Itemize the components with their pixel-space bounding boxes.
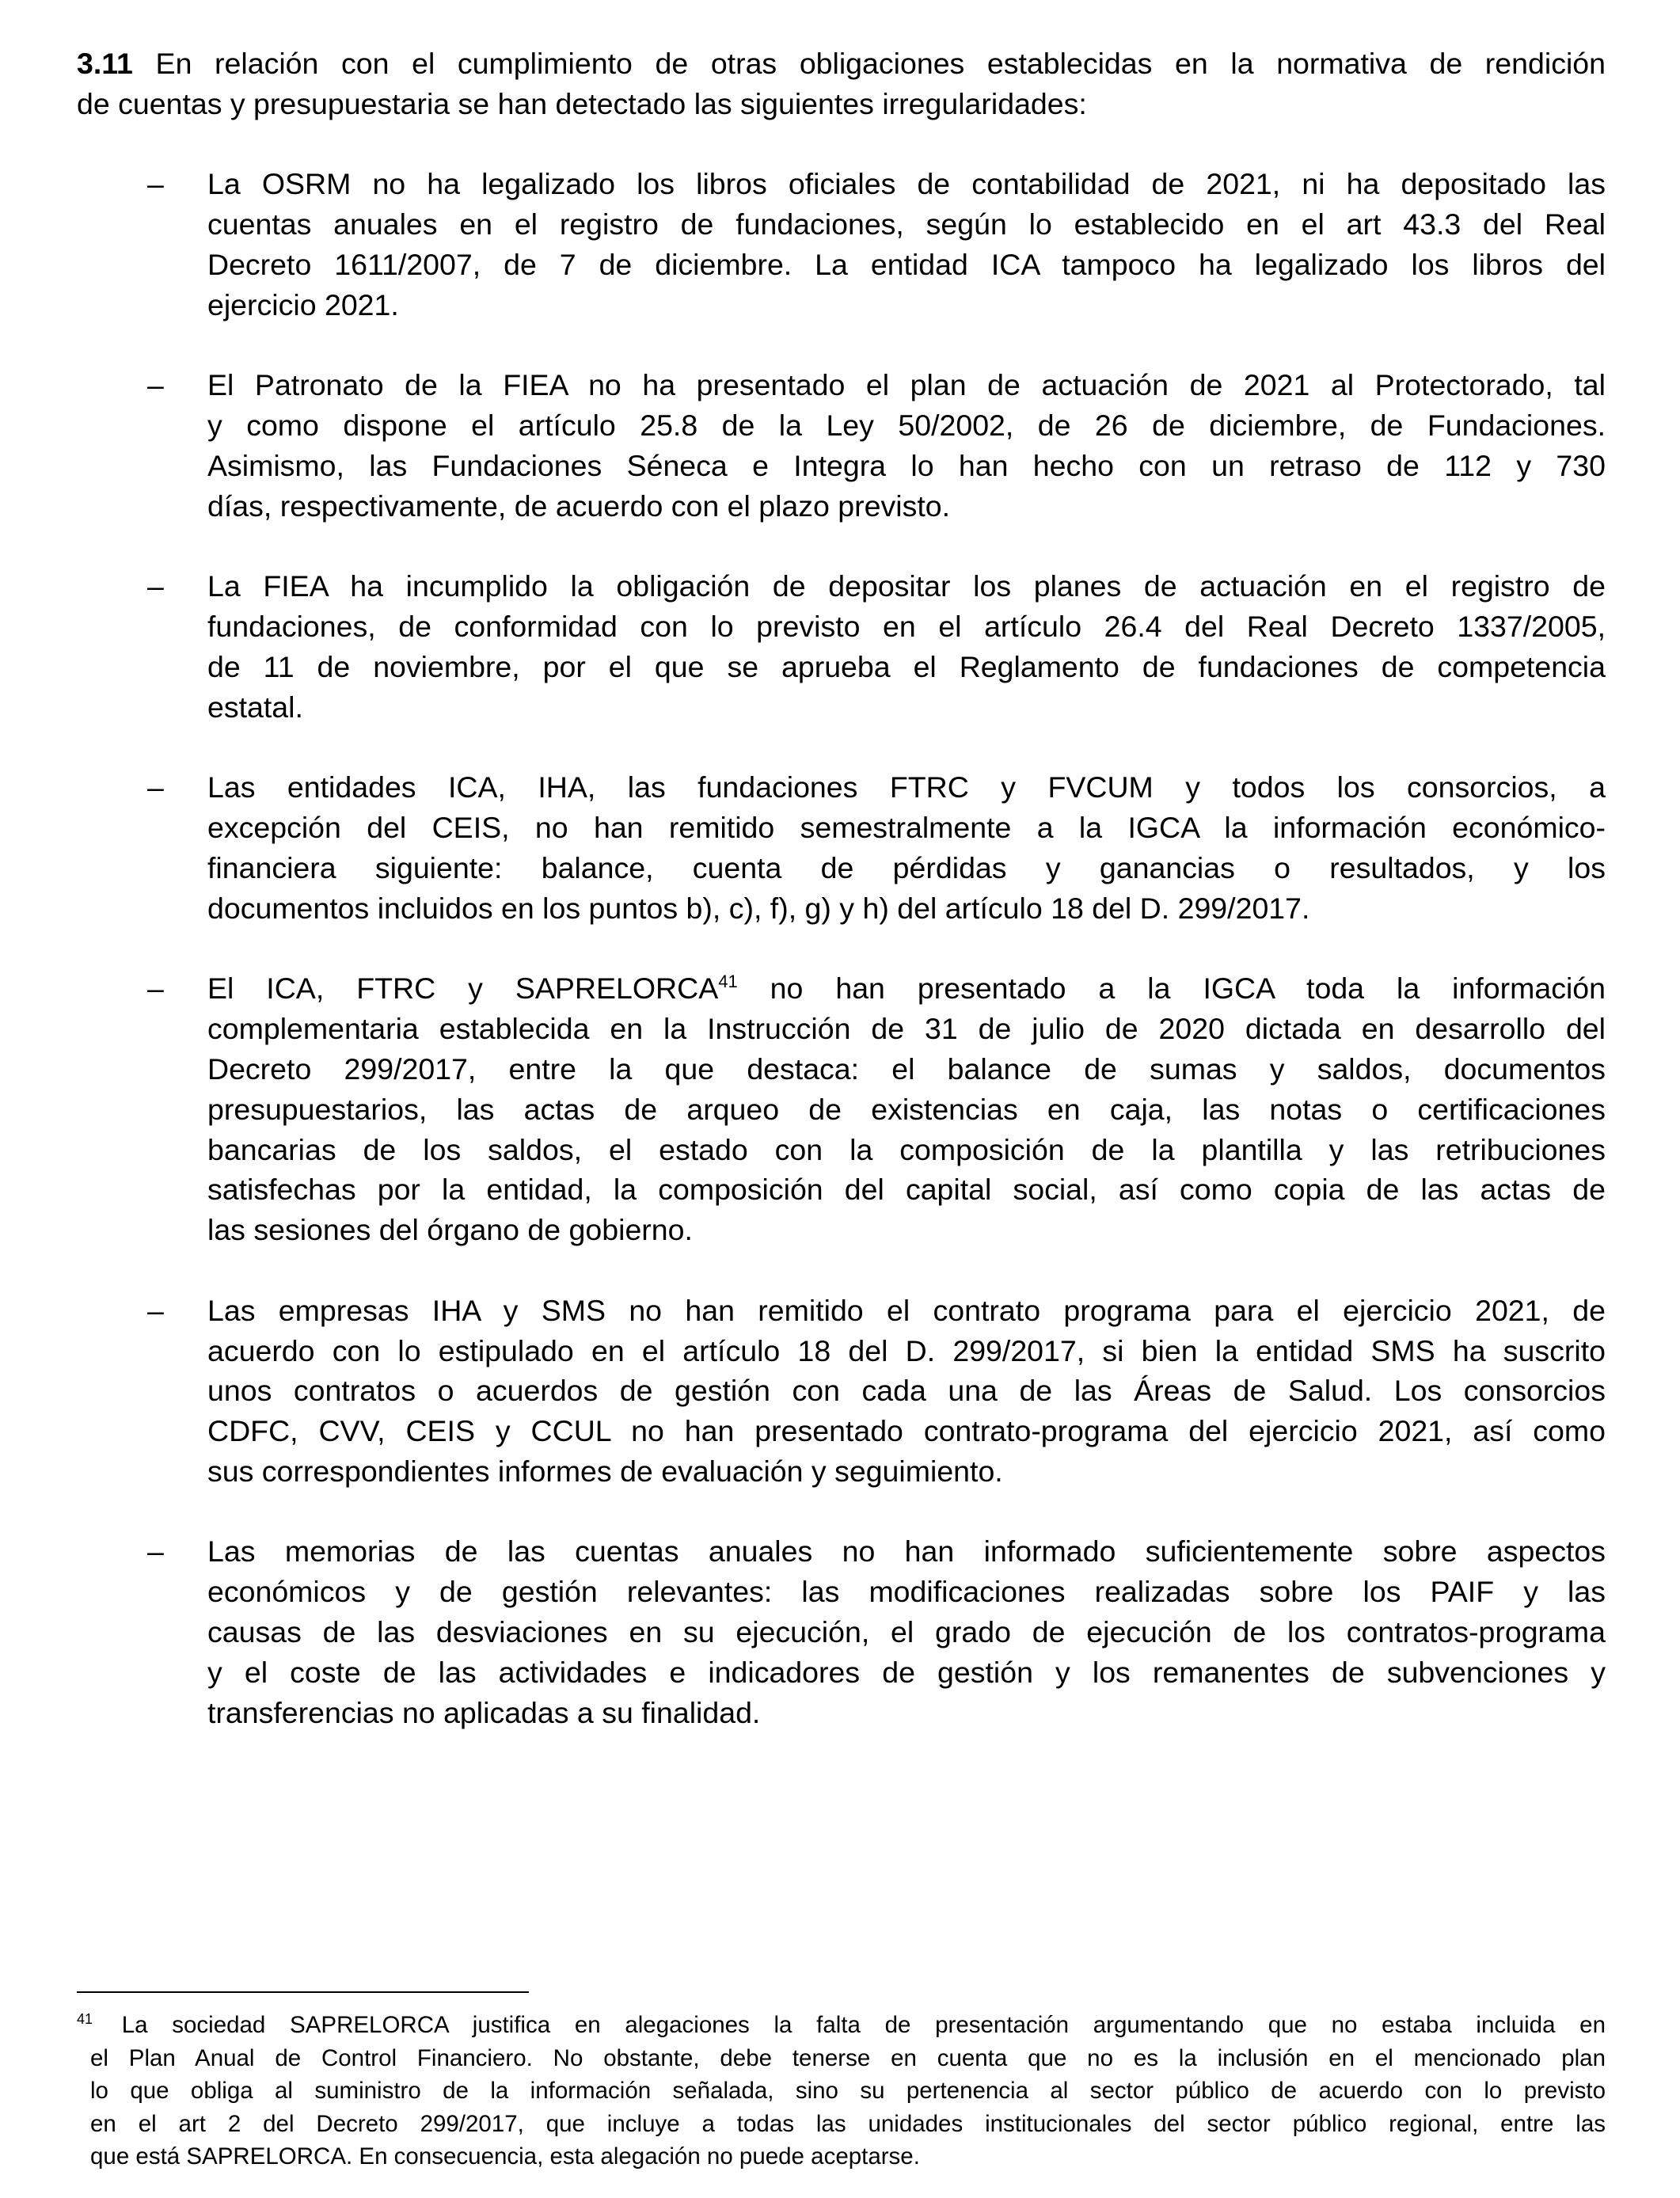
- list-item-line: y el coste de las actividades e indicadores de gestión y los remanentes de subvenciones y: [207, 1655, 1606, 1689]
- line-text: El ICA, FTRC y SAPRELORCA: [207, 972, 719, 1006]
- list-item-line: estatal.: [207, 690, 303, 724]
- list-item-line: las sesiones del órgano de gobierno.: [207, 1213, 693, 1247]
- footnote-line: que está SAPRELORCA. En consecuencia, esta alegación no puede aceptarse.: [90, 2143, 920, 2170]
- intro-paragraph: [77, 44, 1606, 124]
- list-item-line: Las empresas IHA y SMS no han remitido el contrato programa para el ejercicio 2021, de: [207, 1293, 1606, 1327]
- list-item-line: cuentas anuales en el registro de fundaciones, según lo establecido en el art 43.3 del Real: [207, 207, 1606, 241]
- footnote-number: 41: [77, 2011, 93, 2027]
- list-item-line: bancarias de los saldos, el estado con la composición de la plantilla y las retribuciones: [207, 1132, 1606, 1166]
- list-item-line: excepción del CEIS, no han remitido semestralmente a la IGCA la información económico-: [207, 811, 1606, 845]
- footnote-reference[interactable]: 41: [718, 972, 738, 992]
- dash-bullet-icon: –: [147, 1293, 164, 1327]
- list-item-line: fundaciones, de conformidad con lo previsto en el artículo 26.4 del Real Decreto 1337/2005,: [207, 610, 1606, 644]
- irregularities-list: [77, 164, 1606, 1732]
- list-item-line: presupuestarios, las actas de arqueo de existencias en caja, las notas o certificaciones: [207, 1092, 1606, 1126]
- footnote-separator: [77, 1991, 529, 1993]
- list-item-line: acuerdo con lo estipulado en el artículo 18 del D. 299/2017, si bien la entidad SMS ha suscrito: [207, 1333, 1606, 1367]
- list-item: [77, 1291, 1606, 1492]
- list-item: [77, 968, 1606, 1250]
- list-item-line: económicos y de gestión relevantes: las modificaciones realizadas sobre los PAIF y las: [207, 1575, 1606, 1609]
- footnote-text: La sociedad SAPRELORCA justifica en alegaciones la falta de presentación argumentando que no estaba incluida en: [97, 2012, 1606, 2038]
- list-item: [77, 164, 1606, 325]
- list-item-line: satisfechas por la entidad, la composición del capital social, así como copia de las actas de: [207, 1173, 1606, 1207]
- dash-bullet-icon: –: [147, 569, 164, 603]
- footnote-line: el Plan Anual de Control Financiero. No obstante, debe tenerse en cuenta que no es la inclusión en el mencionado plan: [90, 2044, 1606, 2071]
- list-item: [77, 767, 1606, 928]
- intro-line: [77, 44, 1606, 84]
- footnote-line: lo que obliga al suministro de la información señalada, sino su pertenencia al sector público de acuerdo con lo previsto: [90, 2078, 1606, 2105]
- footnote-line: [77, 2009, 1606, 2042]
- list-item-line: CDFC, CVV, CEIS y CCUL no han presentado contrato-programa del ejercicio 2021, así como: [207, 1414, 1606, 1448]
- list-item-line: [207, 968, 1606, 1009]
- dash-bullet-icon: –: [147, 1534, 164, 1569]
- list-item-line: ejercicio 2021.: [207, 287, 399, 321]
- list-item-line: financiera siguiente: balance, cuenta de pérdidas y ganancias o resultados, y los: [207, 850, 1606, 884]
- dash-bullet-icon: –: [147, 770, 164, 804]
- list-item-line: de 11 de noviembre, por el que se aprueba el Reglamento de fundaciones de competencia: [207, 649, 1606, 683]
- list-item-line: Decreto 299/2017, entre la que destaca: el balance de sumas y saldos, documentos: [207, 1051, 1606, 1086]
- list-item-line: Decreto 1611/2007, de 7 de diciembre. La entidad ICA tampoco ha legalizado los libros del: [207, 247, 1606, 281]
- list-item-line: El Patronato de la FIEA no ha presentado el plan de actuación de 2021 al Protectorado, tal: [207, 368, 1606, 402]
- list-item-line: La OSRM no ha legalizado los libros oficiales de contabilidad de 2021, ni ha depositado las: [207, 167, 1606, 201]
- list-item-line: Las memorias de las cuentas anuales no han informado suficientemente sobre aspectos: [207, 1534, 1606, 1569]
- dash-bullet-icon: –: [147, 167, 164, 201]
- list-item-line: días, respectivamente, de acuerdo con el plazo previsto.: [207, 489, 951, 523]
- list-item-line: documentos incluidos en los puntos b), c), f), g) y h) del artículo 18 del D. 299/2017.: [207, 891, 1310, 925]
- dash-bullet-icon: –: [147, 972, 164, 1006]
- list-item-line: Las entidades ICA, IHA, las fundaciones FTRC y FVCUM y todos los consorcios, a: [207, 770, 1606, 804]
- list-item-line: causas de las desviaciones en su ejecución, el grado de ejecución de los contratos-programa: [207, 1615, 1606, 1649]
- list-item: [77, 365, 1606, 526]
- list-item: [77, 1531, 1606, 1732]
- list-item-line: sus correspondientes informes de evaluación y seguimiento.: [207, 1454, 1003, 1488]
- document-body: [77, 44, 1606, 1773]
- list-item-line: transferencias no aplicadas a su finalidad.: [207, 1695, 761, 1729]
- list-item-line: La FIEA ha incumplido la obligación de depositar los planes de actuación en el registro de: [207, 569, 1606, 603]
- line-text: no han presentado a la IGCA toda la información: [737, 972, 1606, 1006]
- footnote-line: en el art 2 del Decreto 299/2017, que incluye a todas las unidades institucionales del sector público regional, entre las: [90, 2110, 1606, 2137]
- intro-text: En relación con el cumplimiento de otras obligaciones establecidas en la normativa de rendición: [132, 47, 1606, 80]
- footnote: [77, 2009, 1606, 2173]
- list-item-line: complementaria establecida en la Instrucción de 31 de julio de 2020 dictada en desarrollo del: [207, 1012, 1606, 1046]
- list-item: [77, 566, 1606, 727]
- section-number: 3.11: [77, 47, 133, 80]
- dash-bullet-icon: –: [147, 368, 164, 402]
- list-item-line: unos contratos o acuerdos de gestión con cada una de las Áreas de Salud. Los consorcios: [207, 1374, 1606, 1408]
- intro-line: de cuentas y presupuestaria se han detectado las siguientes irregularidades:: [77, 86, 1087, 120]
- list-item-line: y como dispone el artículo 25.8 de la Ley 50/2002, de 26 de diciembre, de Fundaciones.: [207, 409, 1606, 443]
- list-item-line: Asimismo, las Fundaciones Séneca e Integra lo han hecho con un retraso de 112 y 730: [207, 448, 1606, 482]
